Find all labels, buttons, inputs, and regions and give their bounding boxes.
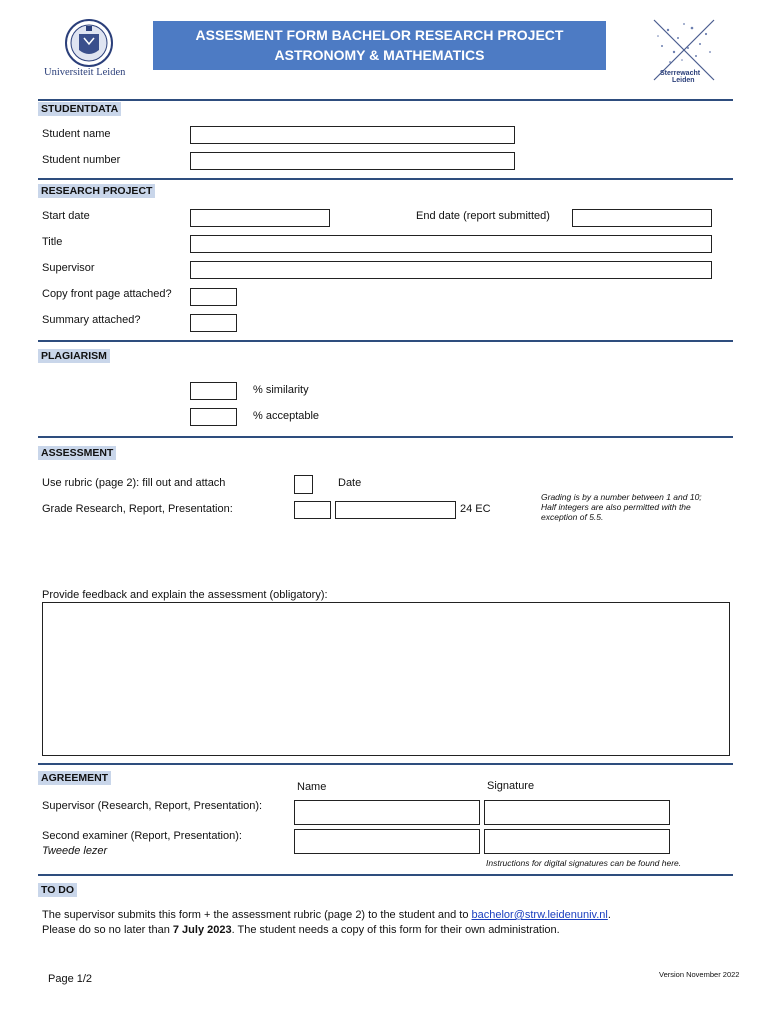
copy-front-page-label: Copy front page attached? bbox=[42, 288, 172, 300]
supervisor-field[interactable] bbox=[190, 261, 712, 279]
similarity-label: % similarity bbox=[253, 384, 309, 396]
supervisor-sign-label: Supervisor (Research, Report, Presentation): bbox=[42, 800, 263, 812]
rubric-label: Use rubric (page 2): fill out and attach bbox=[42, 477, 226, 489]
todo-line-1-text: The supervisor submits this form + the assessment rubric (page 2) to the student and to bbox=[42, 909, 472, 921]
date-label: Date bbox=[338, 477, 362, 489]
email-link[interactable]: bachelor@strw.leidenuniv.nl bbox=[471, 909, 608, 921]
student-name-field[interactable] bbox=[190, 126, 515, 144]
form-title bbox=[153, 21, 606, 70]
grade-field[interactable] bbox=[294, 501, 331, 519]
signature-column-header: Signature bbox=[487, 780, 535, 792]
sterrewacht-text-2: Leiden bbox=[672, 77, 695, 84]
feedback-textarea[interactable] bbox=[42, 602, 730, 756]
todo-line-2-text: Please do so no later than bbox=[42, 924, 173, 936]
similarity-field[interactable] bbox=[190, 382, 237, 400]
second-examiner-label: Second examiner (Report, Presentation): bbox=[42, 830, 242, 842]
second-examiner-signature-field[interactable] bbox=[484, 829, 670, 854]
student-number-field[interactable] bbox=[190, 152, 515, 170]
acceptable-label: % acceptable bbox=[253, 410, 320, 422]
section-heading-plagiarism: PLAGIARISM bbox=[38, 349, 110, 363]
student-name-label: Student name bbox=[42, 128, 111, 140]
acceptable-field[interactable] bbox=[190, 408, 237, 426]
feedback-label: Provide feedback and explain the assessment (obligatory): bbox=[42, 589, 328, 601]
title-label: Title bbox=[42, 236, 63, 248]
section-rule bbox=[38, 874, 733, 876]
supervisor-signature-field[interactable] bbox=[484, 800, 670, 825]
section-rule bbox=[38, 99, 733, 101]
supervisor-label: Supervisor bbox=[42, 262, 95, 274]
section-heading-student: STUDENTDATA bbox=[38, 102, 121, 116]
page-number: Page 1/2 bbox=[48, 973, 93, 985]
title-field[interactable] bbox=[190, 235, 712, 253]
copy-front-page-field[interactable] bbox=[190, 288, 237, 306]
todo-line-2 bbox=[42, 924, 560, 936]
grading-note bbox=[541, 492, 702, 522]
ec-label: 24 EC bbox=[460, 503, 491, 515]
grading-note-line-2: Half integers are also permitted with the bbox=[541, 502, 691, 512]
section-rule bbox=[38, 340, 733, 342]
section-heading-agreement: AGREEMENT bbox=[38, 771, 111, 785]
grading-note-line-3: exception of 5.5. bbox=[541, 512, 604, 522]
section-rule bbox=[38, 436, 733, 438]
end-date-label: End date (report submitted) bbox=[416, 210, 550, 222]
grading-note-line-1: Grading is by a number between 1 and 10; bbox=[541, 492, 702, 502]
start-date-label: Start date bbox=[42, 210, 90, 222]
signature-instructions: Instructions for digital signatures can be found here. bbox=[486, 858, 682, 868]
section-heading-research: RESEARCH PROJECT bbox=[38, 184, 155, 198]
title-line-1: ASSESMENT FORM BACHELOR RESEARCH PROJECT bbox=[195, 27, 564, 43]
section-rule bbox=[38, 178, 733, 180]
name-column-header: Name bbox=[297, 781, 327, 793]
grade-date-field[interactable] bbox=[335, 501, 456, 519]
second-examiner-sub: Tweede lezer bbox=[42, 845, 108, 857]
deadline: 7 July 2023 bbox=[172, 924, 232, 936]
todo-line-1-end: . bbox=[607, 909, 611, 921]
university-name: Universiteit Leiden bbox=[44, 67, 126, 78]
university-seal-logo bbox=[62, 18, 116, 68]
section-heading-assessment: ASSESSMENT bbox=[38, 446, 116, 460]
version-text: Version November 2022 bbox=[659, 970, 740, 979]
start-date-field[interactable] bbox=[190, 209, 330, 227]
todo-line-1 bbox=[42, 909, 611, 921]
end-date-field[interactable] bbox=[572, 209, 712, 227]
supervisor-name-field[interactable] bbox=[294, 800, 480, 825]
grade-label: Grade Research, Report, Presentation: bbox=[42, 503, 233, 515]
second-examiner-name-field[interactable] bbox=[294, 829, 480, 854]
section-heading-todo: TO DO bbox=[38, 883, 77, 897]
sterrewacht-text-1: Sterrewacht bbox=[660, 70, 701, 77]
todo-line-2-end: . The student needs a copy of this form for their own administration. bbox=[231, 924, 560, 936]
title-line-2: ASTRONOMY & MATHEMATICS bbox=[274, 47, 485, 63]
rubric-checkbox[interactable] bbox=[294, 475, 313, 494]
summary-attached-label: Summary attached? bbox=[42, 314, 141, 326]
section-rule bbox=[38, 763, 733, 765]
student-number-label: Student number bbox=[42, 154, 121, 166]
summary-attached-field[interactable] bbox=[190, 314, 237, 332]
